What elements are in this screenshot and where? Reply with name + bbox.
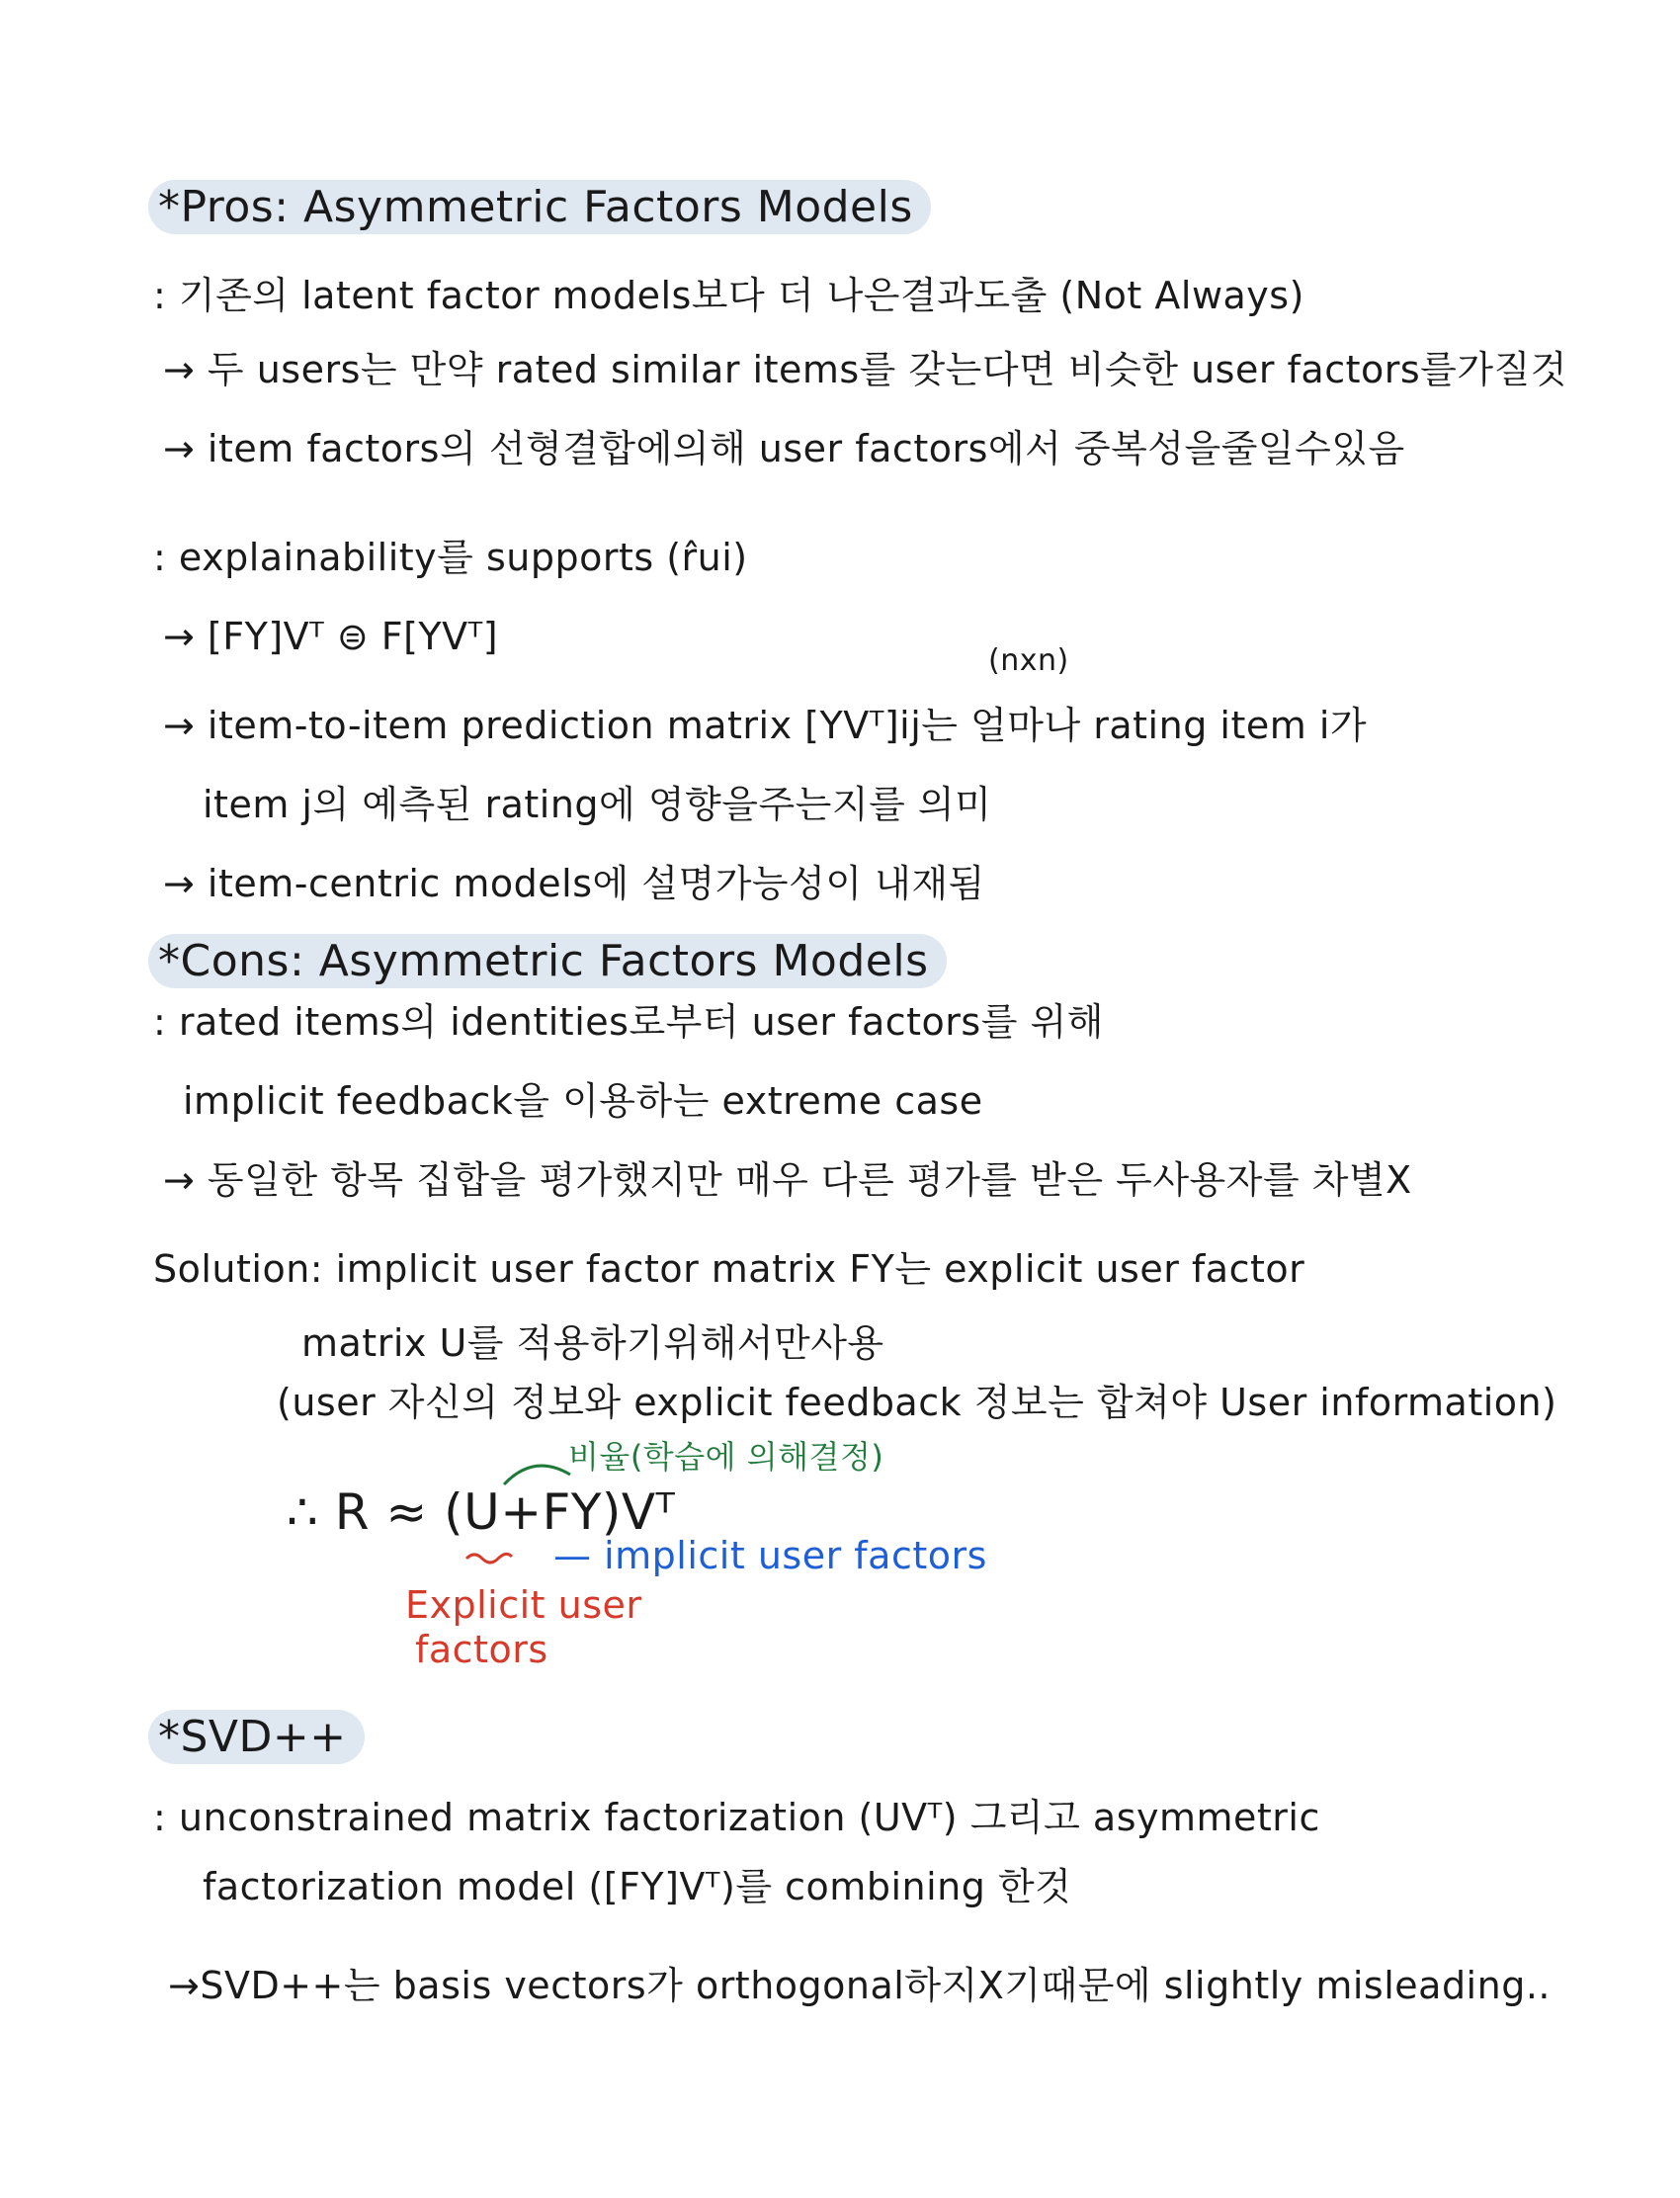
ratio-note: 비율(학습에 의해결정) [568,1438,884,1476]
explicit-user-label-1: Explicit user [405,1583,642,1627]
pros-nxn-note: (nxn) [988,643,1069,678]
cons-line-6: (user 자신의 정보와 explicit feedback 정보는 합쳐야 User information) [277,1381,1557,1424]
cons-line-2: implicit feedback을 이용하는 extreme case [183,1079,983,1123]
cons-line-5: matrix U를 적용하기위해서만사용 [301,1321,884,1365]
pros-heading [148,180,931,235]
pros-line-2: → 두 users는 만약 rated similar items를 갖는다면 비슷한 user factors를가질것 [163,348,1568,391]
pros-line-4: : explainability를 supports (r̂ui) [153,536,748,579]
svd-line-3: →SVD++는 basis vectors가 orthogonal하지X기때문에 slightly misleading.. [168,1964,1551,2007]
pros-line-1: : 기존의 latent factor models보다 더 나은결과도출 (Not Always) [153,274,1304,317]
svd-heading-text: *SVD++ [148,1710,365,1764]
explicit-user-label-2: factors [415,1628,548,1671]
pros-heading-text: *Pros: Asymmetric Factors Models [148,180,931,234]
pros-line-3: → item factors의 선형결합에의해 user factors에서 중복성을줄일수있음 [163,427,1405,470]
explicit-underline-mark [464,1549,514,1568]
pros-line-8: → item-centric models에 설명가능성이 내재됨 [163,862,985,905]
pros-line-6: → item-to-item prediction matrix [YVᵀ]ij는 얼마나 rating item i가 [163,704,1368,747]
pros-line-7: item j의 예측된 rating에 영향을주는지를 의미 [203,783,992,826]
cons-line-3: → 동일한 항목 집합을 평가했지만 매우 다른 평가를 받은 두사용자를 차별X [163,1158,1412,1202]
implicit-user-factors-label: — implicit user factors [553,1534,987,1577]
cons-line-4: Solution: implicit user factor matrix FY는 explicit user factor [153,1247,1305,1291]
cons-heading [148,934,947,989]
svd-equation: ∴ R ≈ (U+FY)Vᵀ [287,1483,676,1541]
cons-heading-text: *Cons: Asymmetric Factors Models [148,934,947,988]
pros-line-5: → [FY]Vᵀ ⊜ F[YVᵀ] [163,615,499,658]
cons-line-1: : rated items의 identities로부터 user factors를 위해 [153,1000,1104,1044]
svd-line-2: factorization model ([FY]Vᵀ)를 combining 한것 [203,1865,1072,1908]
svd-line-1: : unconstrained matrix factorization (UVᵀ) 그리고 asymmetric [153,1796,1320,1839]
svd-heading [148,1710,365,1765]
